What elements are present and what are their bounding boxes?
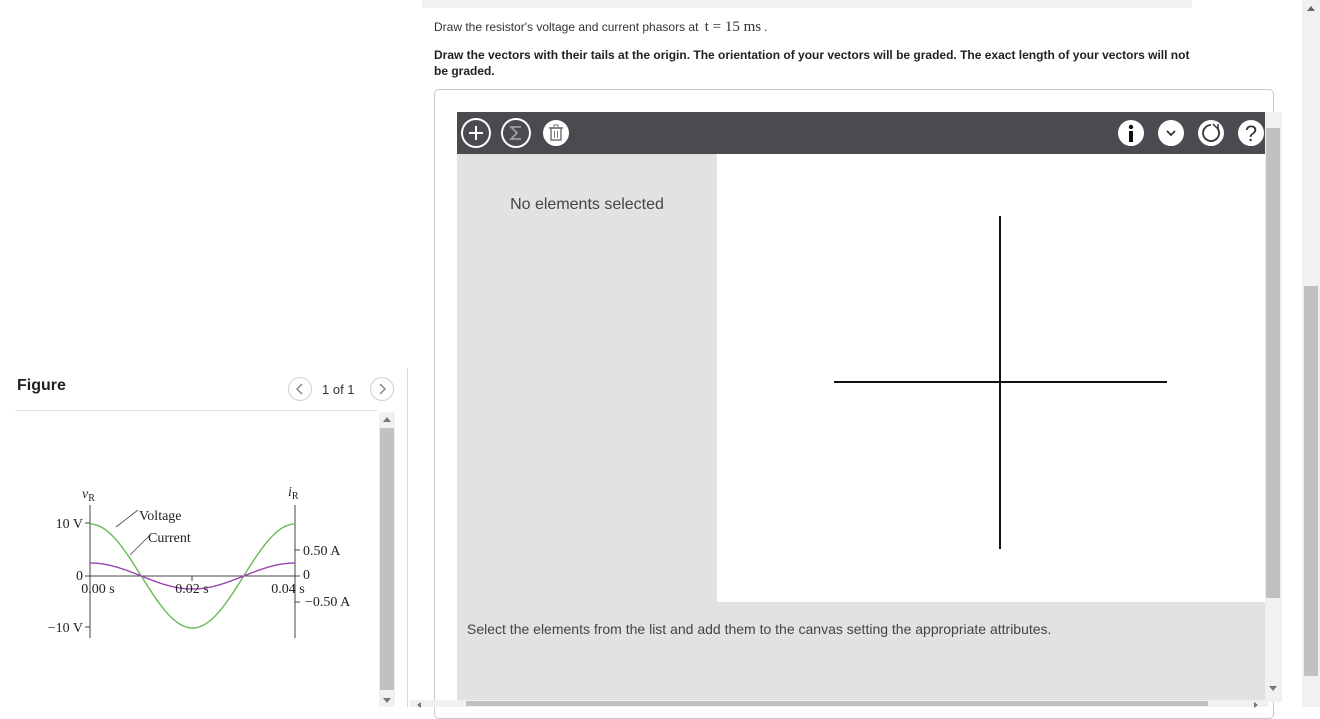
add-element-button[interactable] xyxy=(461,118,491,148)
trash-icon xyxy=(548,124,564,142)
question-prompt xyxy=(434,19,768,36)
time-label-1: 0.02 s xyxy=(175,582,209,597)
figure-title: Figure xyxy=(17,377,66,394)
scroll-left-arrow-icon[interactable] xyxy=(417,702,421,708)
sigma-icon xyxy=(507,124,525,142)
element-properties-panel xyxy=(457,154,717,602)
figure-divider xyxy=(15,410,377,411)
previous-figure-button[interactable] xyxy=(288,377,312,401)
prompt-end: . xyxy=(764,20,768,34)
vector-sum-button[interactable] xyxy=(501,118,531,148)
figure-graph xyxy=(30,475,365,650)
current-leader-line xyxy=(130,535,150,555)
help-icon xyxy=(1242,122,1260,144)
scroll-up-arrow-icon[interactable] xyxy=(383,417,391,422)
voltage-series-label: Voltage xyxy=(139,509,182,524)
current-series-label: Current xyxy=(148,531,191,546)
chevron-down-icon xyxy=(1164,128,1178,138)
canvas-axes xyxy=(717,154,1265,602)
scroll-right-arrow-icon[interactable] xyxy=(1254,702,1258,708)
page-scrollbar-thumb[interactable] xyxy=(1304,286,1318,676)
delete-button[interactable] xyxy=(541,118,571,148)
current-min-label: −0.50 A xyxy=(305,595,351,610)
figure-counter: 1 of 1 xyxy=(322,382,355,397)
question-header-band xyxy=(422,0,1192,8)
scroll-down-arrow-icon[interactable] xyxy=(1269,686,1277,691)
info-button[interactable] xyxy=(1116,118,1146,148)
selection-status: No elements selected xyxy=(510,196,664,213)
chevron-right-icon xyxy=(377,383,387,395)
scroll-down-arrow-icon[interactable] xyxy=(383,698,391,703)
hint-text: Select the elements from the list and add them to the canvas setting the appropriate attributes. xyxy=(467,621,1052,637)
help-button[interactable] xyxy=(1236,118,1266,148)
current-axis-label: $i_R$ xyxy=(288,485,299,502)
horizontal-scrollbar-thumb[interactable] xyxy=(466,701,1208,706)
time-label-0: 0.00 s xyxy=(81,582,115,597)
chevron-left-icon xyxy=(295,383,305,395)
voltage-leader-line xyxy=(116,510,138,527)
tool-vertical-scrollbar-thumb[interactable] xyxy=(1266,128,1280,598)
current-zero-label: 0 xyxy=(303,568,310,583)
svg-text:?: ? xyxy=(1244,122,1258,144)
scroll-up-arrow-icon[interactable] xyxy=(1307,6,1315,11)
current-max-label: 0.50 A xyxy=(303,544,341,559)
info-icon xyxy=(1122,123,1140,143)
voltage-axis-label: $v_R$ xyxy=(82,487,95,504)
voltage-min-label: −10 V xyxy=(47,621,83,636)
plus-icon xyxy=(467,124,485,142)
next-figure-button[interactable] xyxy=(370,377,394,401)
drawing-toolbar xyxy=(457,112,1265,154)
figure-scrollbar-thumb[interactable] xyxy=(380,428,394,690)
voltage-max-label: 10 V xyxy=(55,517,83,532)
drawing-canvas[interactable] xyxy=(717,154,1265,602)
hint-panel xyxy=(457,602,1265,707)
more-options-button[interactable] xyxy=(1156,118,1186,148)
reset-icon xyxy=(1201,123,1221,143)
prompt-math: t = 15 ms xyxy=(704,19,762,35)
voltage-zero-label: 0 xyxy=(76,569,83,584)
question-instructions: Draw the vectors with their tails at the origin. The orientation of your vectors will be graded. The exact length of your vectors will not be graded. xyxy=(434,48,1190,78)
prompt-text: Draw the resistor's voltage and current phasors at xyxy=(434,20,699,34)
reset-button[interactable] xyxy=(1196,118,1226,148)
time-label-2: 0.04 s xyxy=(271,582,305,597)
panel-divider xyxy=(407,368,408,707)
